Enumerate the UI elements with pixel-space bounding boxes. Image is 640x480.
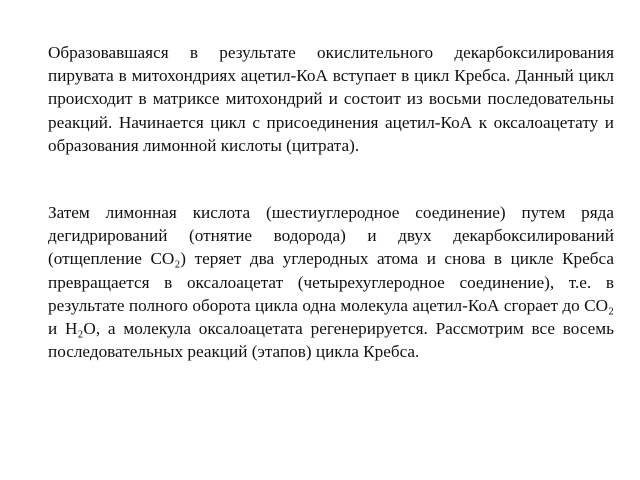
paragraph-krebs-cycle-details: Затем лимонная кислота (шестиуглеродное соединение) путем ряда дегидрирований (отнятие водорода) и двух декарбоксилирований (отщепление CO₂) теряет два углеродных атома и снова в цикле Кребса превращается в оксалоацетат (четырехуглеродное соединение), т.е. в результате полного оборота цикла одна молекула ацетил-КоА сгорает до CO₂ и H₂O, а молекула оксалоацетата регенерируется. Рассмотрим все восемь последовательных реакций (этапов) цикла Кребса. — [48, 203, 614, 362]
paragraph-krebs-intro: Образовавшаяся в результате окислительного декарбоксилирования пирувата в митохондриях ацетил-КоА вступает в цикл Кребса. Данный цикл происходит в матриксе митохондрий и состоит из восьми последовательны реакций. Начинается цикл с присоединения ацетил-КоА к оксалоацетату и образования лимонной кислоты (цитрата). — [48, 43, 614, 155]
